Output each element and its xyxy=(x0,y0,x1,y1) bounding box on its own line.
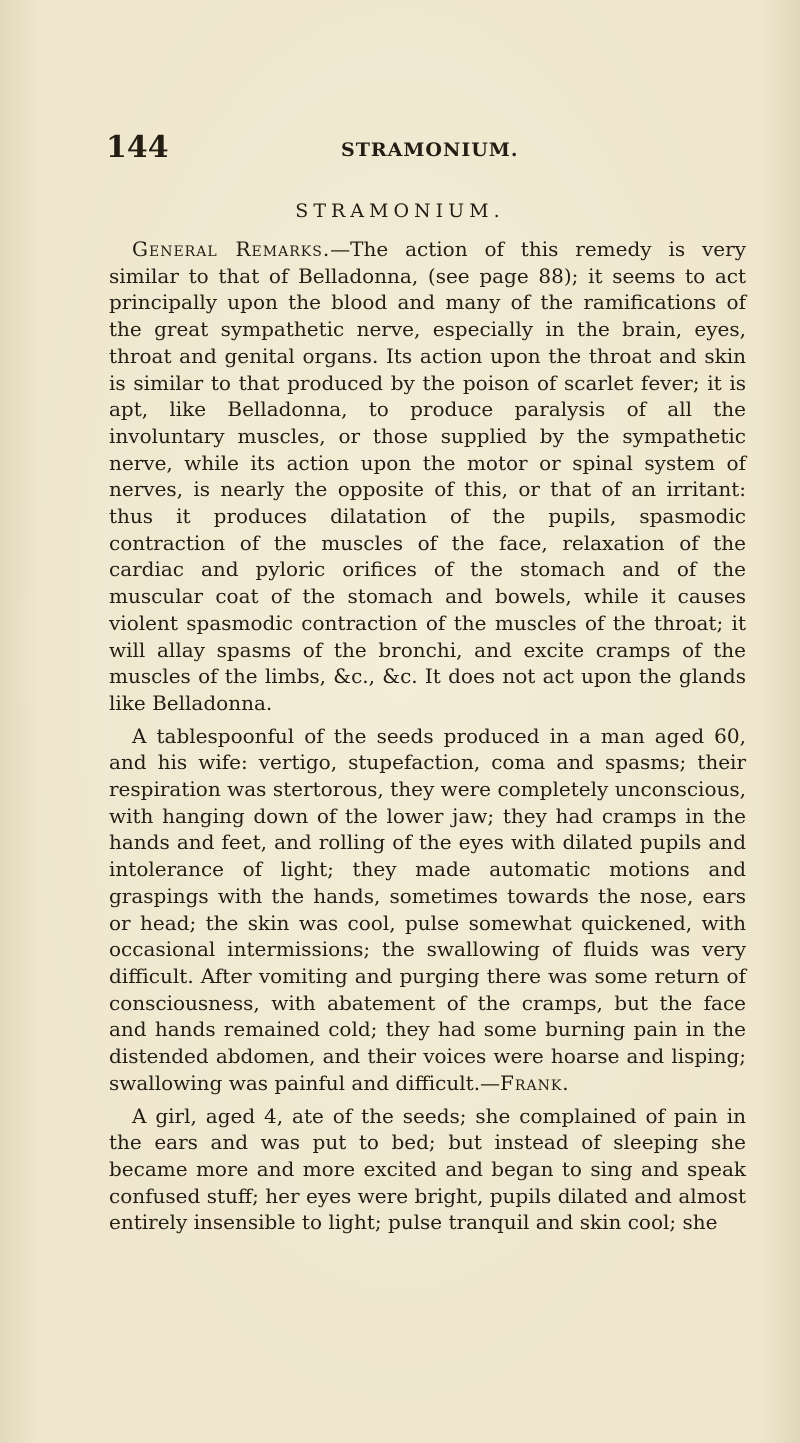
paragraph-case-man-and-wife xyxy=(109,723,746,1097)
paragraph-text: A tablespoonful of the seeds produced in a man aged 60, and his wife: vertigo, stupefaction, coma and spasms; their respiration was stertorous, they were completely unconscious, with hanging down of the lower jaw; they had cramps in the hands and feet, and rolling of the eyes with dilated pupils and intolerance of light; they made automatic motions and graspings with the hands, sometimes towards the nose, ears or head; the skin was cool, pulse somewhat quickened, with occasional intermissions; the swallowing of fluids was very difficult. After vomiting and purging there was some return of consciousness, with abatement of the cramps, but the face and hands remained cold; they had some burning pain in the distended abdomen, and their voices were hoarse and lisping; swallowing was painful and difficult.— xyxy=(109,723,746,1095)
paragraph-lead: General Remarks. xyxy=(132,237,331,261)
running-title: STRAMONIUM. xyxy=(341,139,519,161)
running-head xyxy=(106,130,746,164)
author-citation: Frank. xyxy=(500,1070,570,1095)
paragraph-general-remarks xyxy=(109,236,746,717)
paragraph-text: —The action of this remedy is very similar to that of Belladonna, (see page 88); it seems to act principally upon the blood and many of the ramifications of the great sympathetic nerve, especially in the brain, eyes, throat and genital organs. Its action upon the throat and skin is similar to that produced by the poison of scarlet fever; it is apt, like Belladonna, to produce paralysis of all the involuntary muscles, or those supplied by the sympathetic nerve, while its action upon the motor or spinal system of nerves, is nearly the opposite of this, or that of an irritant: thus it produces dilatation of the pupils, spasmodic contraction of the muscles of the face, relaxation of the cardiac and pyloric orifices of the stomach and of the muscular coat of the stomach and bowels, while it causes violent spasmodic contraction of the muscles of the throat; it will allay spasms of the bronchi, and excite cramps of the muscles of the limbs, &c., &c. It does not act upon the glands like Belladonna. xyxy=(109,237,746,715)
body-text xyxy=(109,236,746,1242)
paragraph-text: A girl, aged 4, ate of the seeds; she complained of pain in the ears and was put to bed; but instead of sleeping she became more and more excited and began to sing and speak confused stuff; her eyes were bright, pupils dilated and almost entirely insensible to light; pulse tranquil and skin cool; she xyxy=(109,1103,746,1235)
section-title: STRAMONIUM. xyxy=(295,200,505,222)
page-number: 144 xyxy=(106,130,169,165)
paragraph-case-girl xyxy=(109,1103,746,1237)
